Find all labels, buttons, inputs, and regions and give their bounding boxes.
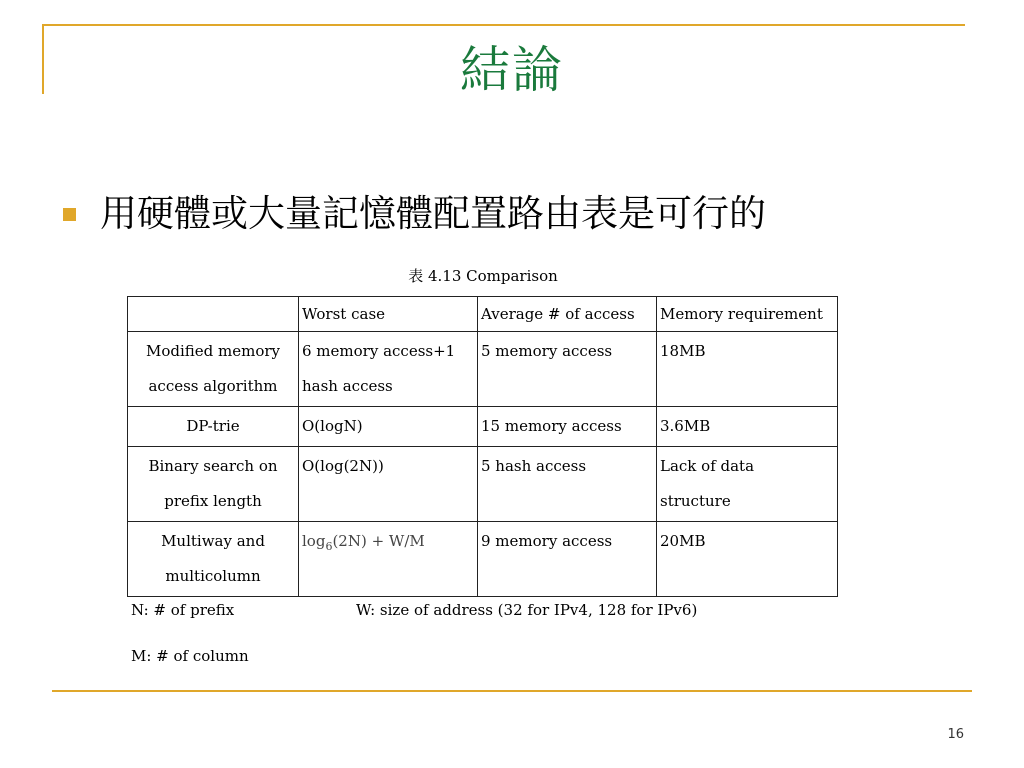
worst-case-cell (299, 447, 478, 522)
bullet-square-icon (63, 208, 76, 221)
table-caption: 表 4.13 Comparison (408, 267, 558, 285)
header-cell-memory-requirement: Memory requirement (657, 297, 838, 332)
memory-cell (657, 332, 838, 407)
note-w: W: size of address (32 for IPv4, 128 for IPv6) (356, 601, 698, 619)
formula-rest: (2N) + W/M (332, 532, 425, 550)
cell-line: DP-trie (186, 417, 240, 435)
bullet-text: 用硬體或大量記憶體配置路由表是可行的 (100, 192, 766, 235)
cell-line: hash access (302, 377, 393, 395)
worst-case-cell (299, 522, 478, 597)
frame-top-line (42, 24, 965, 26)
cell-line: 9 memory access (481, 532, 613, 550)
memory-cell (657, 407, 838, 447)
cell-line: 15 memory access (481, 417, 622, 435)
note-n: N: # of prefix (131, 601, 235, 619)
table-header-row (128, 297, 838, 332)
row-name-cell (128, 522, 299, 597)
cell-line: 6 memory access+1 (302, 342, 456, 360)
row-name-cell (128, 447, 299, 522)
header-cell-worst-case: Worst case (299, 297, 478, 332)
worst-case-cell (299, 332, 478, 407)
memory-cell (657, 447, 838, 522)
cell-line: prefix length (164, 492, 262, 510)
cell-line: 3.6MB (660, 417, 711, 435)
cell-line: O(log(2N)) (302, 457, 384, 475)
worst-case-cell (299, 407, 478, 447)
header-cell-empty (128, 297, 299, 332)
note-m: M: # of column (131, 647, 249, 665)
cell-line: O(logN) (302, 417, 363, 435)
slide-title: 結論 (460, 41, 564, 99)
average-access-cell (478, 522, 657, 597)
formula-subscript: 6 (325, 540, 333, 553)
cell-line: Modified memory (145, 342, 281, 360)
cell-line: structure (660, 492, 731, 510)
cell-line: Binary search on (148, 457, 278, 475)
formula-line (302, 524, 474, 564)
cell-line: 20MB (660, 532, 706, 550)
page-number: 16 (947, 727, 964, 742)
table-row (128, 447, 838, 522)
comparison-table (127, 296, 838, 597)
cell-line: Multiway and (161, 532, 265, 550)
cell-line: access algorithm (148, 377, 278, 395)
row-name-cell (128, 407, 299, 447)
average-access-cell (478, 407, 657, 447)
cell-line: 5 hash access (481, 457, 587, 475)
formula-log: log (302, 532, 326, 550)
table-row (128, 332, 838, 407)
table-row (128, 407, 838, 447)
average-access-cell (478, 447, 657, 522)
header-cell-average-access: Average # of access (478, 297, 657, 332)
average-access-cell (478, 332, 657, 407)
cell-line: 5 memory access (481, 342, 613, 360)
memory-cell (657, 522, 838, 597)
table-row (128, 522, 838, 597)
cell-line: 18MB (660, 342, 706, 360)
frame-bottom-line (52, 690, 972, 692)
cell-line: Lack of data (660, 457, 755, 475)
row-name-cell (128, 332, 299, 407)
cell-line: multicolumn (165, 567, 261, 585)
